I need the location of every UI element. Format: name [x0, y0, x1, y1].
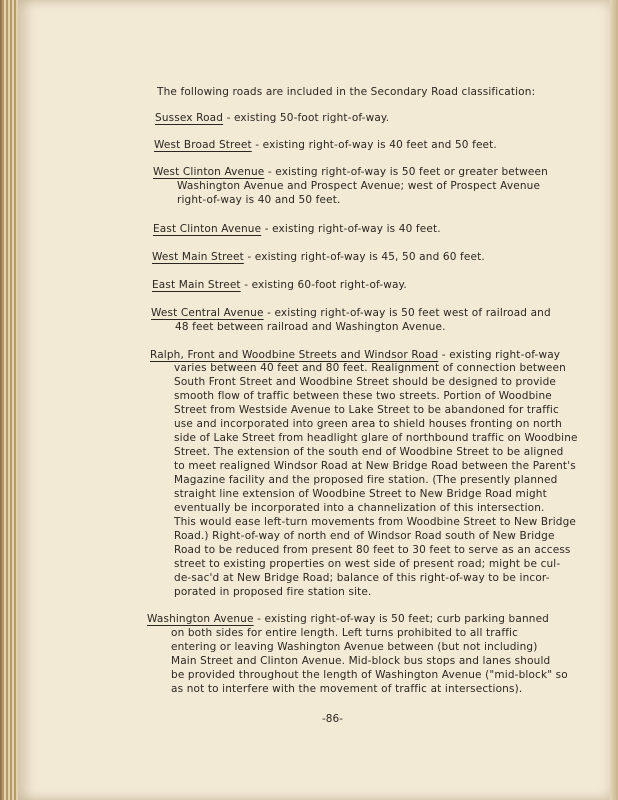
road-name: West Broad Street — [154, 139, 252, 151]
continuation-line: side of Lake Street from headlight glare of northbound traffic on Woodbine — [174, 432, 578, 444]
intro-paragraph: The following roads are included in the Secondary Road classification: — [157, 86, 536, 98]
continuation-line: This would ease left-turn movements from Woodbine Street to New Bridge — [174, 516, 577, 528]
road-name: Sussex Road — [155, 112, 224, 124]
entry-west-broad-street — [154, 139, 497, 153]
road-description: - existing right-of-way is 50 feet or greater between — [264, 166, 548, 178]
continuation-line: eventually be incorporated into a channelization of this intersection. — [174, 502, 545, 514]
entry-west-clinton-avenue — [153, 166, 548, 180]
continuation-line: South Front Street and Woodbine Street should be designed to provide — [174, 376, 557, 388]
road-name: West Central Avenue — [151, 307, 264, 319]
continuation-line: Magazine facility and the proposed fire station. (The presently planned — [174, 474, 558, 486]
road-name: West Clinton Avenue — [153, 166, 265, 178]
page-stack-edge — [2, 0, 18, 800]
continuation-line: varies between 40 feet and 80 feet. Realignment of connection between — [174, 362, 566, 374]
continuation-line: Street. The extension of the south end of Woodbine Street to be aligned — [174, 446, 564, 458]
continuation-line: to meet realigned Windsor Road at New Bridge Road between the Parent's — [174, 460, 576, 472]
road-name: East Clinton Avenue — [153, 223, 262, 235]
road-name: Ralph, Front and Woodbine Streets and Windsor Road — [150, 349, 439, 361]
continuation-line: porated in proposed fire station site. — [174, 586, 372, 598]
continuation-line: street to existing properties on west side of present road; might be cul- — [174, 558, 561, 570]
continuation-line: as not to interfere with the movement of traffic at intersections). — [171, 683, 523, 695]
continuation-line: be provided throughout the length of Washington Avenue ("mid-block" so — [171, 669, 568, 681]
entry-west-central-avenue — [151, 307, 551, 321]
road-description: - existing 50-foot right-of-way. — [223, 112, 390, 124]
continuation-line: on both sides for entire length. Left turns prohibited to all traffic — [171, 627, 519, 639]
continuation-line: Road.) Right-of-way of north end of Windsor Road south of New Bridge — [174, 530, 555, 542]
entry-sussex-road — [155, 112, 389, 126]
road-name: West Main Street — [152, 251, 244, 263]
continuation-line: de-sac'd at New Bridge Road; balance of this right-of-way to be incor- — [174, 572, 550, 584]
continuation-line: Washington Avenue and Prospect Avenue; west of Prospect Avenue — [177, 180, 541, 192]
road-description: - existing right-of-way — [438, 349, 561, 361]
continuation-line: entering or leaving Washington Avenue between (but not including) — [171, 641, 538, 653]
continuation-line: use and incorporated into green area to shield houses fronting on north — [174, 418, 562, 430]
road-name: East Main Street — [152, 279, 241, 291]
entry-west-main-street — [152, 251, 485, 265]
entry-east-main-street — [152, 279, 407, 293]
road-description: - existing right-of-way is 50 feet; curb parking banned — [253, 613, 549, 625]
road-description: - existing right-of-way is 45, 50 and 60 feet. — [243, 251, 485, 263]
continuation-line: right-of-way is 40 and 50 feet. — [177, 194, 341, 206]
road-name: Washington Avenue — [147, 613, 254, 625]
entry-east-clinton-avenue — [153, 223, 441, 237]
continuation-line: Main Street and Clinton Avenue. Mid-block bus stops and lanes should — [171, 655, 551, 667]
continuation-line: straight line extension of Woodbine Street to New Bridge Road might — [174, 488, 547, 500]
entry-washington-avenue — [147, 613, 549, 627]
page-number: -86- — [322, 713, 343, 725]
continuation-line: Street from Westside Avenue to Lake Street to be abandoned for traffic — [174, 404, 559, 416]
road-description: - existing right-of-way is 40 feet. — [261, 223, 441, 235]
road-description: - existing right-of-way is 50 feet west of railroad and — [263, 307, 551, 319]
road-description: - existing 60-foot right-of-way. — [240, 279, 407, 291]
continuation-line: Road to be reduced from present 80 feet to 30 feet to serve as an access — [174, 544, 571, 556]
road-description: - existing right-of-way is 40 feet and 50 feet. — [251, 139, 497, 151]
entry-ralph-front-woodbine — [150, 349, 560, 363]
right-page-edge — [610, 0, 618, 800]
continuation-line: 48 feet between railroad and Washington Avenue. — [175, 321, 446, 333]
continuation-line: smooth flow of traffic between these two streets. Portion of Woodbine — [174, 390, 552, 402]
